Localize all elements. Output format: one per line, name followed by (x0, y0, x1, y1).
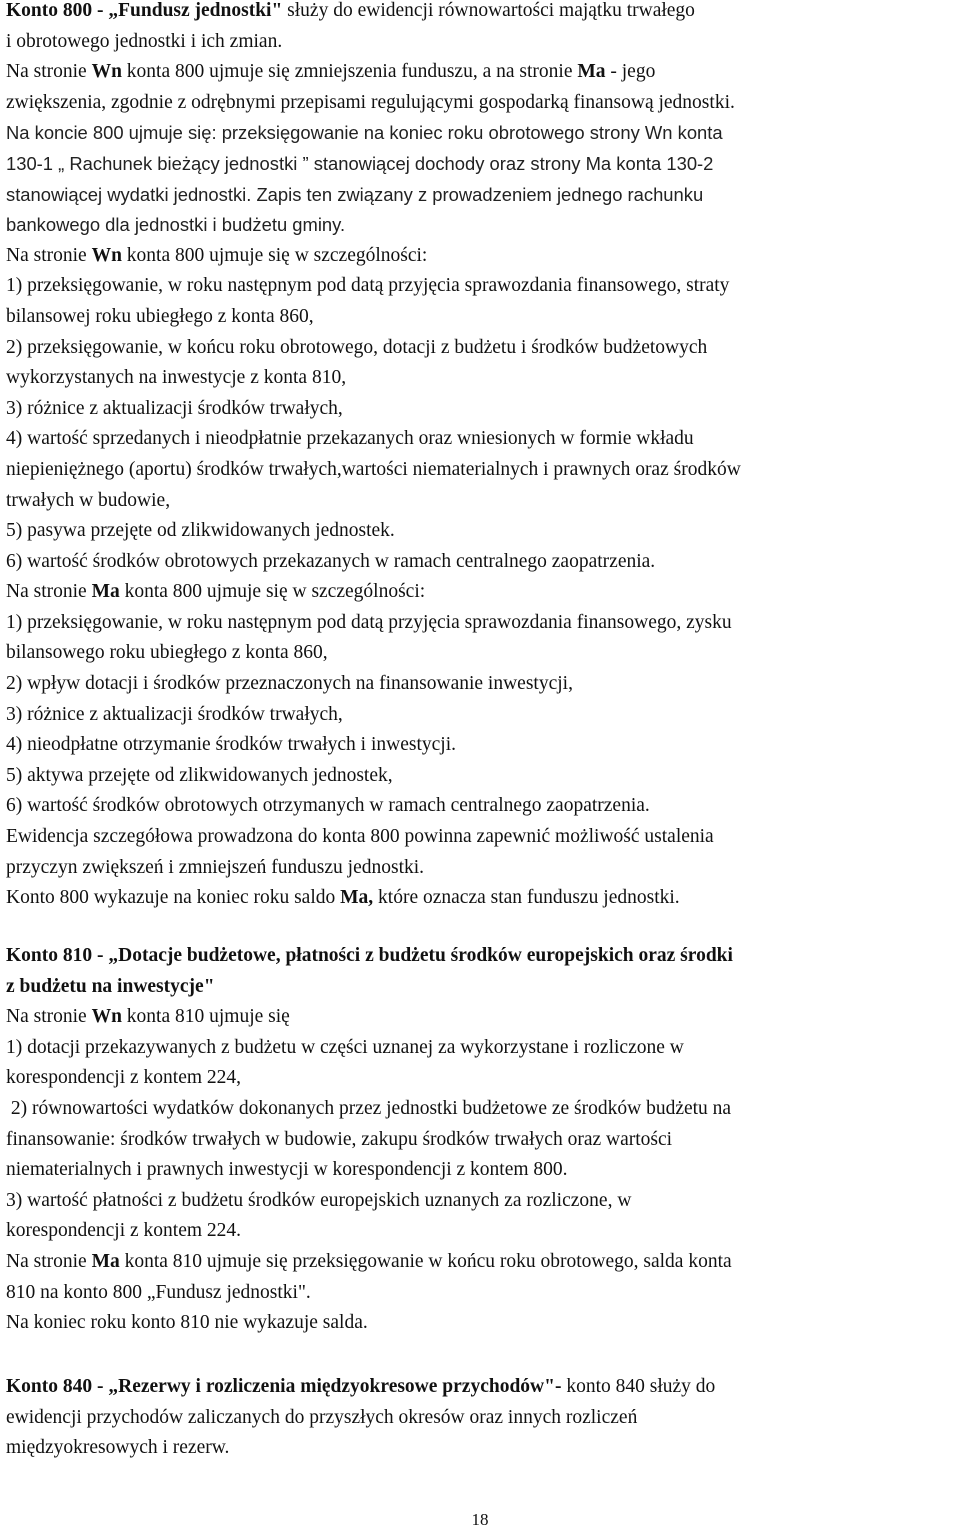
list-item: trwałych w budowie, (6, 489, 171, 511)
text-line: Na koncie 800 ujmuje się: przeksięgowanie na koniec roku obrotowego strony Wn konta (6, 122, 723, 144)
list-item: korespondencji z kontem 224, (6, 1067, 242, 1089)
list-item: 3) różnice z aktualizacji środków trwałych, (6, 703, 343, 725)
list-item: 4) nieodpłatne otrzymanie środków trwałych i inwestycji. (6, 734, 457, 756)
list-item: wykorzystanych na inwestycje z konta 810, (6, 367, 347, 389)
list-item: 2) równowartości wydatków dokonanych przez jednostki budżetowe ze środków budżetu na (6, 1097, 732, 1119)
list-item: niematerialnych i prawnych inwestycji w korespondencji z kontem 800. (6, 1159, 568, 1181)
list-item: 2) wpływ dotacji i środków przeznaczonych na finansowanie inwestycji, (6, 673, 573, 695)
konto-840-heading-line (6, 1372, 960, 1403)
konto-810-title: Konto 810 - „Dotacje budżetowe, płatności z budżetu środków europejskich oraz środki (6, 945, 733, 966)
text-line: bankowego dla jednostki i budżetu gminy. (6, 214, 346, 236)
list-item: 1) przeksięgowanie, w roku następnym pod datą przyjęcia sprawozdania finansowego, straty (6, 275, 730, 297)
konto-840-title: Konto 840 - „Rezerwy i rozliczenia międzyokresowe przychodów"- (6, 1376, 562, 1397)
text-line: ewidencji przychodów zaliczanych do przyszłych okresów oraz innych rozliczeń (6, 1406, 638, 1428)
text-line: 810 na konto 800 „Fundusz jednostki". (6, 1281, 311, 1303)
konto-800-title-tail: służy do ewidencji równowartości majątku trwałego (287, 0, 695, 21)
list-item: 3) wartość płatności z budżetu środków europejskich uznanych za rozliczone, w (6, 1189, 632, 1211)
ma-heading: Na stronie Ma konta 810 ujmuje się przeksięgowanie w końcu roku obrotowego, salda konta (6, 1250, 732, 1272)
konto-800-heading-line (6, 0, 960, 27)
text-line: przyczyn zwiększeń i zmniejszeń funduszu jednostki. (6, 856, 425, 878)
konto-810-title-cont: z budżetu na inwestycje" (6, 975, 215, 997)
list-item: 4) wartość sprzedanych i nieodpłatnie przekazanych oraz wniesionych w formie wkładu (6, 428, 694, 450)
text-line: Ewidencja szczegółowa prowadzona do konta 800 powinna zapewnić możliwość ustalenia (6, 826, 714, 848)
list-item: niepieniężnego (aportu) środków trwałych,wartości niematerialnych i prawnych oraz środków (6, 458, 741, 480)
list-item: bilansowego roku ubiegłego z konta 860, (6, 642, 328, 664)
text-line: stanowiącej wydatki jednostki. Zapis ten związany z prowadzeniem jednego rachunku (6, 183, 704, 205)
list-item: 5) pasywa przejęte od zlikwidowanych jednostek. (6, 520, 395, 542)
list-item: korespondencji z kontem 224. (6, 1220, 242, 1242)
text-line: Na stronie Wn konta 800 ujmuje się zmniejszenia funduszu, a na stronie Ma - jego (6, 61, 656, 83)
list-item: 6) wartość środków obrotowych przekazanych w ramach centralnego zaopatrzenia. (6, 550, 656, 572)
text-line: i obrotowego jednostki i ich zmian. (6, 30, 283, 52)
list-item: bilansowej roku ubiegłego z konta 860, (6, 305, 314, 327)
list-item: 6) wartość środków obrotowych otrzymanych w ramach centralnego zaopatrzenia. (6, 795, 650, 817)
konto-800-title: Konto 800 - „Fundusz jednostki" (6, 0, 288, 21)
text-line: zwiększenia, zgodnie z odrębnymi przepisami regulującymi gospodarką finansową jednostki. (6, 91, 735, 113)
list-item: 2) przeksięgowanie, w końcu roku obrotowego, dotacji z budżetu i środków budżetowych (6, 336, 708, 358)
text-line: 130-1 „ Rachunek bieżący jednostki ” stanowiącej dochody oraz strony Ma konta 130-2 (6, 152, 714, 174)
text-line: międzyokresowych i rezerw. (6, 1437, 230, 1459)
list-item: 3) różnice z aktualizacji środków trwałych, (6, 397, 343, 419)
list-item: finansowanie: środków trwałych w budowie, zakupu środków trwałych oraz wartości (6, 1128, 673, 1150)
section-konto-840 (6, 1372, 960, 1464)
list-item: 5) aktywa przejęte od zlikwidowanych jednostek, (6, 764, 393, 786)
wn-heading: Na stronie Wn konta 810 ujmuje się (6, 1006, 290, 1028)
konto-840-title-tail: konto 840 służy do (561, 1376, 716, 1397)
list-item: 1) przeksięgowanie, w roku następnym pod datą przyjęcia sprawozdania finansowego, zysku (6, 611, 732, 633)
ma-heading: Na stronie Ma konta 800 ujmuje się w szczególności: (6, 581, 426, 603)
saldo-line: Konto 800 wykazuje na koniec roku saldo Ma, które oznacza stan funduszu jednostki. (6, 887, 680, 909)
page-number: 18 (471, 1510, 489, 1529)
text-line: Na koniec roku konto 810 nie wykazuje salda. (6, 1312, 368, 1334)
section-konto-800 (6, 0, 960, 914)
section-konto-810 (6, 941, 960, 1339)
list-item: 1) dotacji przekazywanych z budżetu w części uznanej za wykorzystane i rozliczone w (6, 1036, 684, 1058)
wn-heading: Na stronie Wn konta 800 ujmuje się w szczególności: (6, 244, 428, 266)
